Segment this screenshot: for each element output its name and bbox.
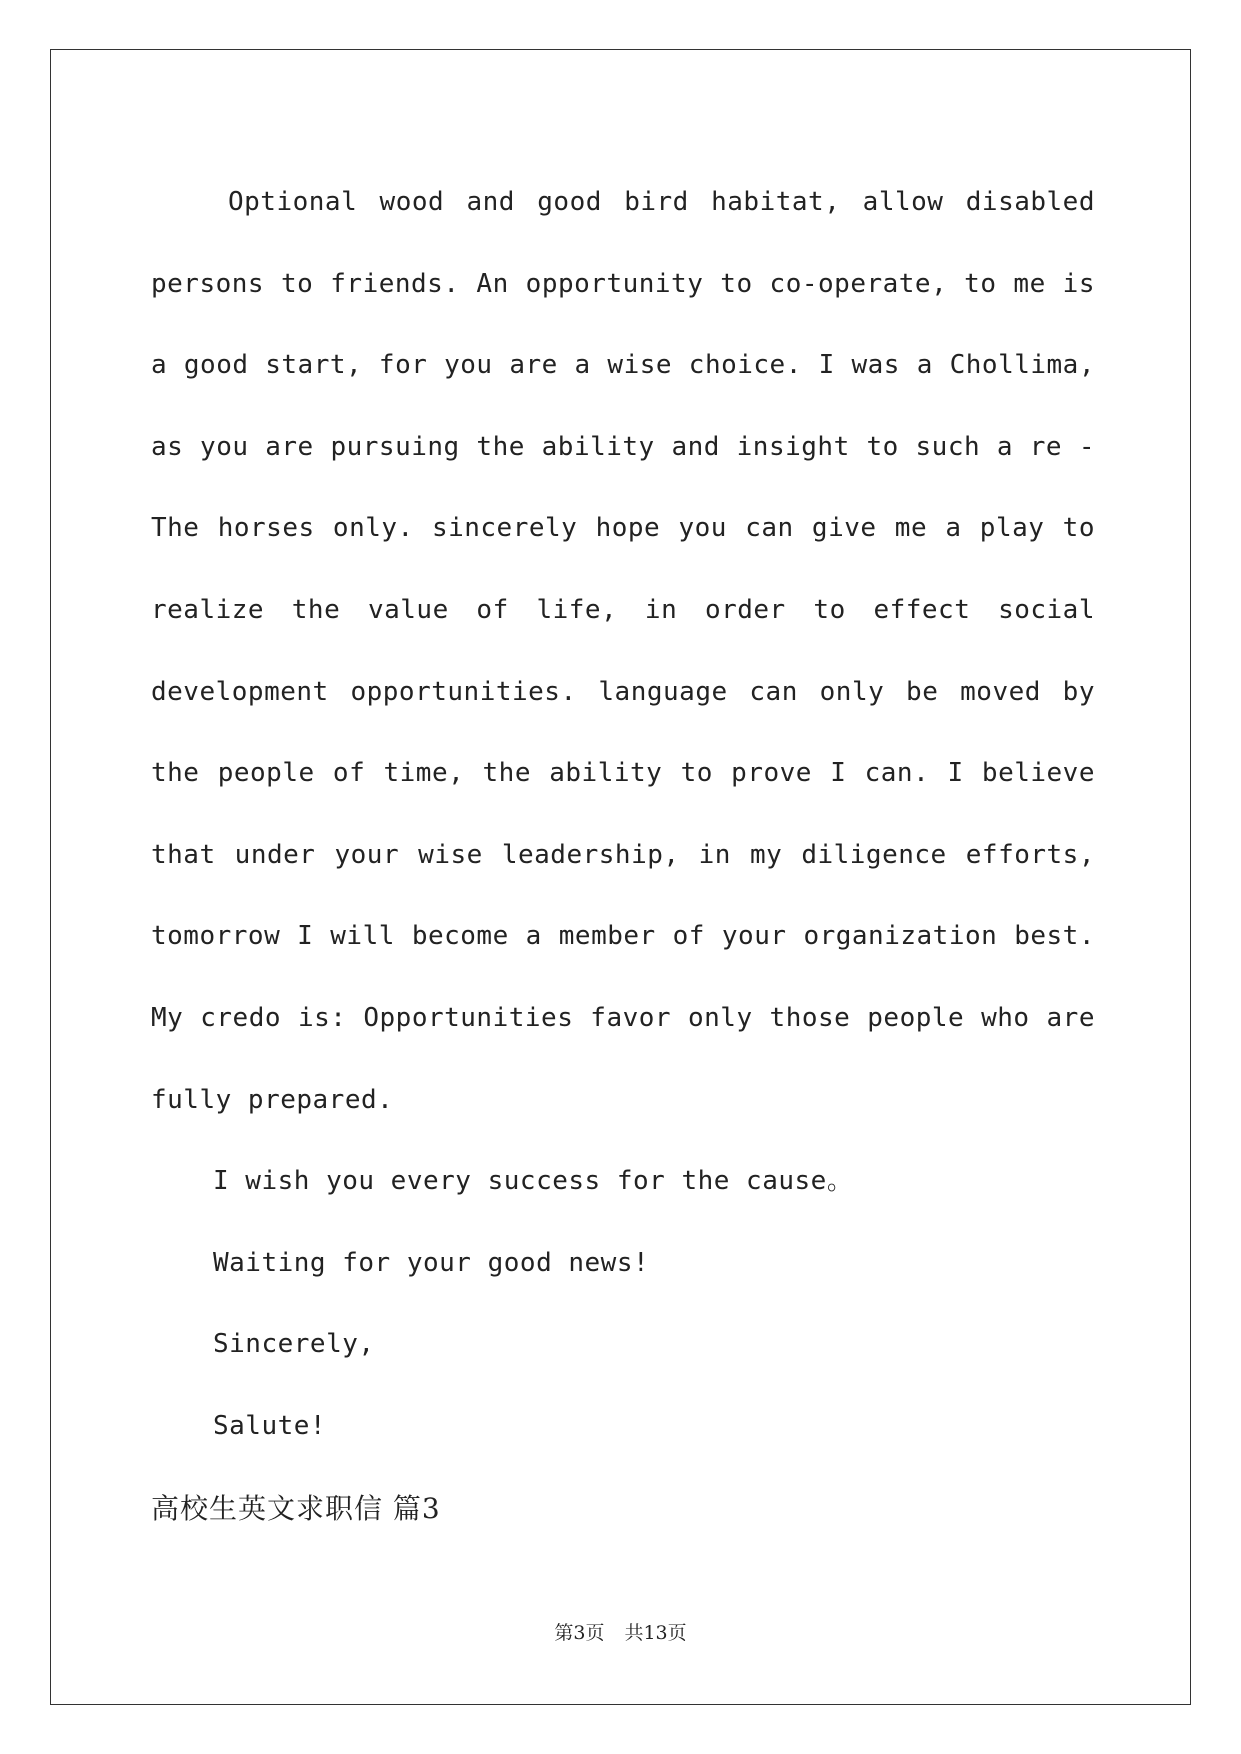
page-number: 第3页 (554, 1622, 605, 1644)
page-total: 共13页 (624, 1622, 687, 1644)
body-paragraph: Optional wood and good bird habitat, allow disabled persons to friends. An opportunity to co-operate, to me is a good start, for you are a wise choice. I was a Chollima, as you are pursuing the ability and insight to such a re - The horses only. sincerely hope you can give me a play to realize the value of life, in order to effect social development opportunities. language can only be moved by the people of time, the ability to prove I can. I believe that under your wise leadership, in my diligence efforts, tomorrow I will become a member of your organization best. My credo is: Opportunities favor only those people who are fully prepared. (151, 187, 1095, 1115)
sincerely-line: Sincerely, (213, 1329, 375, 1360)
salute-line: Salute! (213, 1410, 327, 1441)
page-footer (0, 1618, 1241, 1645)
section-heading: 高校生英文求职信 篇3 (151, 1491, 441, 1525)
closing-wish: I wish you every success for the cause。 (213, 1166, 854, 1197)
document-body (151, 162, 1095, 1549)
waiting-line: Waiting for your good news! (213, 1247, 650, 1278)
